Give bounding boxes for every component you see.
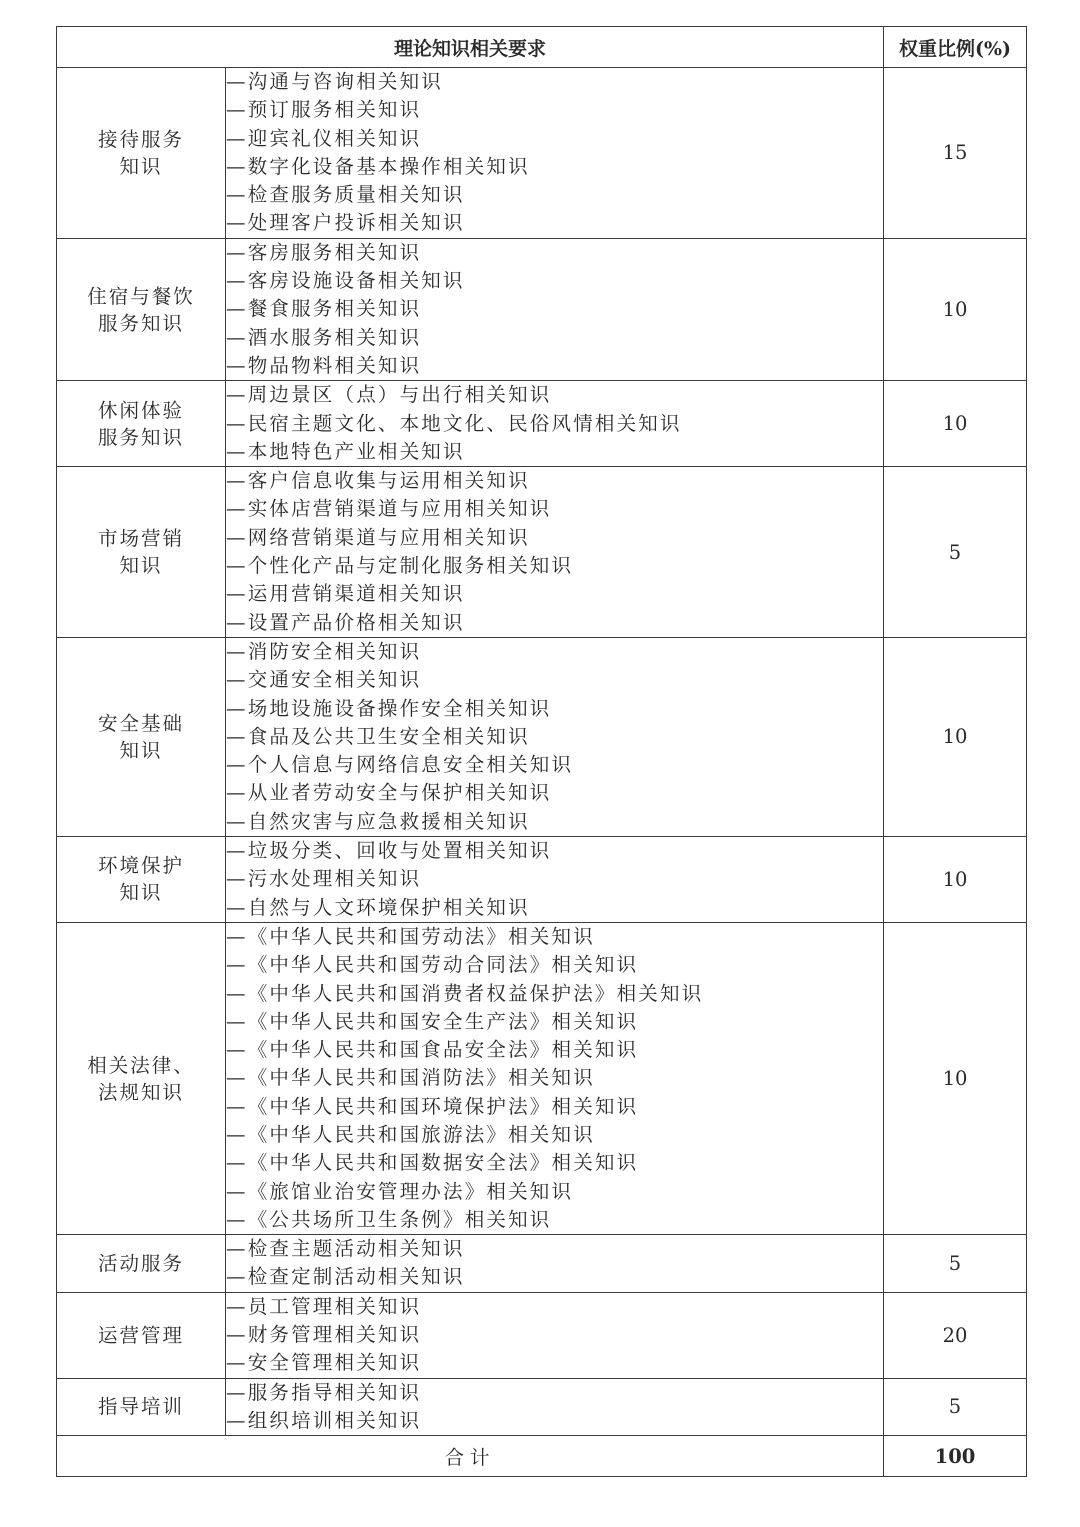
knowledge-item: —《中华人民共和国消防法》相关知识 — [226, 1066, 595, 1090]
weight-cell: 10 — [884, 381, 1027, 467]
knowledge-item: —检查主题活动相关知识 — [226, 1237, 465, 1261]
category-label: 活动服务 — [97, 1251, 184, 1275]
category-label: 市场营销 — [97, 527, 184, 551]
knowledge-item: —场地设施设备操作安全相关知识 — [226, 696, 552, 720]
total-value: 100 — [884, 1436, 1027, 1477]
knowledge-item: —《中华人民共和国劳动法》相关知识 — [226, 924, 595, 948]
header-weight: 权重比例(%) — [884, 27, 1027, 68]
weight-cell: 20 — [884, 1292, 1027, 1378]
knowledge-item: —自然灾害与应急救援相关知识 — [226, 809, 530, 833]
table-row — [57, 1235, 1027, 1293]
knowledge-item: —员工管理相关知识 — [226, 1294, 422, 1318]
knowledge-item: —实体店营销渠道与应用相关知识 — [226, 497, 552, 521]
items-cell — [226, 922, 884, 1234]
category-label: 服务知识 — [97, 425, 184, 449]
total-row — [57, 1436, 1027, 1477]
category-label: 运营管理 — [97, 1323, 184, 1347]
table-row — [57, 381, 1027, 467]
category-label: 知识 — [119, 738, 163, 762]
knowledge-item: —预订服务相关知识 — [226, 98, 422, 122]
knowledge-item: —《中华人民共和国环境保护法》相关知识 — [226, 1094, 639, 1118]
table-row — [57, 1378, 1027, 1436]
items-cell — [226, 467, 884, 638]
header-requirement: 理论知识相关要求 — [57, 27, 884, 68]
knowledge-item: —酒水服务相关知识 — [226, 325, 422, 349]
knowledge-item: —网络营销渠道与应用相关知识 — [226, 525, 530, 549]
weight-cell: 10 — [884, 922, 1027, 1234]
knowledge-item: —《中华人民共和国安全生产法》相关知识 — [226, 1009, 639, 1033]
knowledge-item: —数字化设备基本操作相关知识 — [226, 154, 530, 178]
category-cell — [57, 922, 226, 1234]
knowledge-item: —物品物料相关知识 — [226, 353, 422, 377]
knowledge-item: —民宿主题文化、本地文化、民俗风情相关知识 — [226, 411, 682, 435]
category-cell — [57, 467, 226, 638]
knowledge-item: —服务指导相关知识 — [226, 1380, 422, 1404]
knowledge-item: —垃圾分类、回收与处置相关知识 — [226, 839, 552, 863]
table-body — [57, 68, 1027, 1477]
knowledge-item: —客户信息收集与运用相关知识 — [226, 469, 530, 493]
items-cell — [226, 381, 884, 467]
category-cell — [57, 381, 226, 467]
knowledge-item: —食品及公共卫生安全相关知识 — [226, 724, 530, 748]
total-label: 合计 — [57, 1436, 884, 1477]
items-cell — [226, 837, 884, 923]
category-cell — [57, 68, 226, 239]
category-cell — [57, 1235, 226, 1293]
knowledge-item: —组织培训相关知识 — [226, 1408, 422, 1432]
category-cell — [57, 238, 226, 380]
items-cell — [226, 1235, 884, 1293]
table-row — [57, 837, 1027, 923]
table-row — [57, 922, 1027, 1234]
knowledge-item: —《中华人民共和国消费者权益保护法》相关知识 — [226, 981, 704, 1005]
items-cell — [226, 1378, 884, 1436]
knowledge-item: —迎宾礼仪相关知识 — [226, 126, 422, 150]
items-cell — [226, 68, 884, 239]
knowledge-item: —消防安全相关知识 — [226, 639, 422, 663]
weight-cell: 5 — [884, 467, 1027, 638]
category-label: 环境保护 — [97, 854, 184, 878]
items-cell — [226, 1292, 884, 1378]
requirements-table — [56, 26, 1027, 1477]
category-label: 安全基础 — [97, 711, 184, 735]
table-row — [57, 1292, 1027, 1378]
knowledge-item: —交通安全相关知识 — [226, 668, 422, 692]
weight-cell: 5 — [884, 1235, 1027, 1293]
weight-cell: 5 — [884, 1378, 1027, 1436]
items-cell — [226, 238, 884, 380]
items-cell — [226, 637, 884, 836]
category-label: 相关法律、 — [87, 1053, 195, 1077]
knowledge-item: —安全管理相关知识 — [226, 1351, 422, 1375]
knowledge-item: —《旅馆业治安管理办法》相关知识 — [226, 1179, 574, 1203]
category-label: 法规知识 — [97, 1080, 184, 1104]
category-label: 知识 — [119, 154, 163, 178]
category-label: 知识 — [119, 881, 163, 905]
category-label: 住宿与餐饮 — [87, 284, 195, 308]
knowledge-item: —沟通与咨询相关知识 — [226, 70, 444, 93]
table-row — [57, 467, 1027, 638]
knowledge-item: —《中华人民共和国劳动合同法》相关知识 — [226, 953, 639, 977]
category-label: 知识 — [119, 554, 163, 578]
weight-cell: 15 — [884, 68, 1027, 239]
knowledge-item: —餐食服务相关知识 — [226, 297, 422, 321]
knowledge-item: —从业者劳动安全与保护相关知识 — [226, 781, 552, 805]
knowledge-item: —《中华人民共和国食品安全法》相关知识 — [226, 1038, 639, 1062]
table-row — [57, 68, 1027, 239]
category-cell — [57, 1378, 226, 1436]
table-row — [57, 637, 1027, 836]
knowledge-item: —个性化产品与定制化服务相关知识 — [226, 554, 574, 578]
knowledge-item: —周边景区（点）与出行相关知识 — [226, 383, 552, 407]
knowledge-item: —污水处理相关知识 — [226, 867, 422, 891]
knowledge-item: —财务管理相关知识 — [226, 1323, 422, 1347]
category-label: 休闲体验 — [97, 398, 184, 422]
category-label: 指导培训 — [97, 1395, 184, 1419]
header-row — [57, 27, 1027, 68]
knowledge-item: —《中华人民共和国旅游法》相关知识 — [226, 1122, 595, 1146]
category-cell — [57, 1292, 226, 1378]
knowledge-item: —客房服务相关知识 — [226, 240, 422, 264]
knowledge-item: —自然与人文环境保护相关知识 — [226, 895, 530, 919]
knowledge-item: —《中华人民共和国数据安全法》相关知识 — [226, 1151, 639, 1175]
table-row — [57, 238, 1027, 380]
weight-cell: 10 — [884, 837, 1027, 923]
weight-cell: 10 — [884, 238, 1027, 380]
knowledge-item: —检查定制活动相关知识 — [226, 1265, 465, 1289]
knowledge-item: —《公共场所卫生条例》相关知识 — [226, 1207, 552, 1231]
knowledge-item: —运用营销渠道相关知识 — [226, 582, 465, 606]
weight-cell: 10 — [884, 637, 1027, 836]
category-label: 服务知识 — [97, 311, 184, 335]
knowledge-item: —处理客户投诉相关知识 — [226, 211, 465, 235]
knowledge-item: —本地特色产业相关知识 — [226, 439, 465, 463]
category-cell — [57, 837, 226, 923]
category-cell — [57, 637, 226, 836]
category-label: 接待服务 — [97, 127, 184, 151]
knowledge-item: —设置产品价格相关知识 — [226, 610, 465, 634]
knowledge-item: —客房设施设备相关知识 — [226, 269, 465, 293]
knowledge-item: —个人信息与网络信息安全相关知识 — [226, 753, 574, 777]
knowledge-item: —检查服务质量相关知识 — [226, 183, 465, 207]
